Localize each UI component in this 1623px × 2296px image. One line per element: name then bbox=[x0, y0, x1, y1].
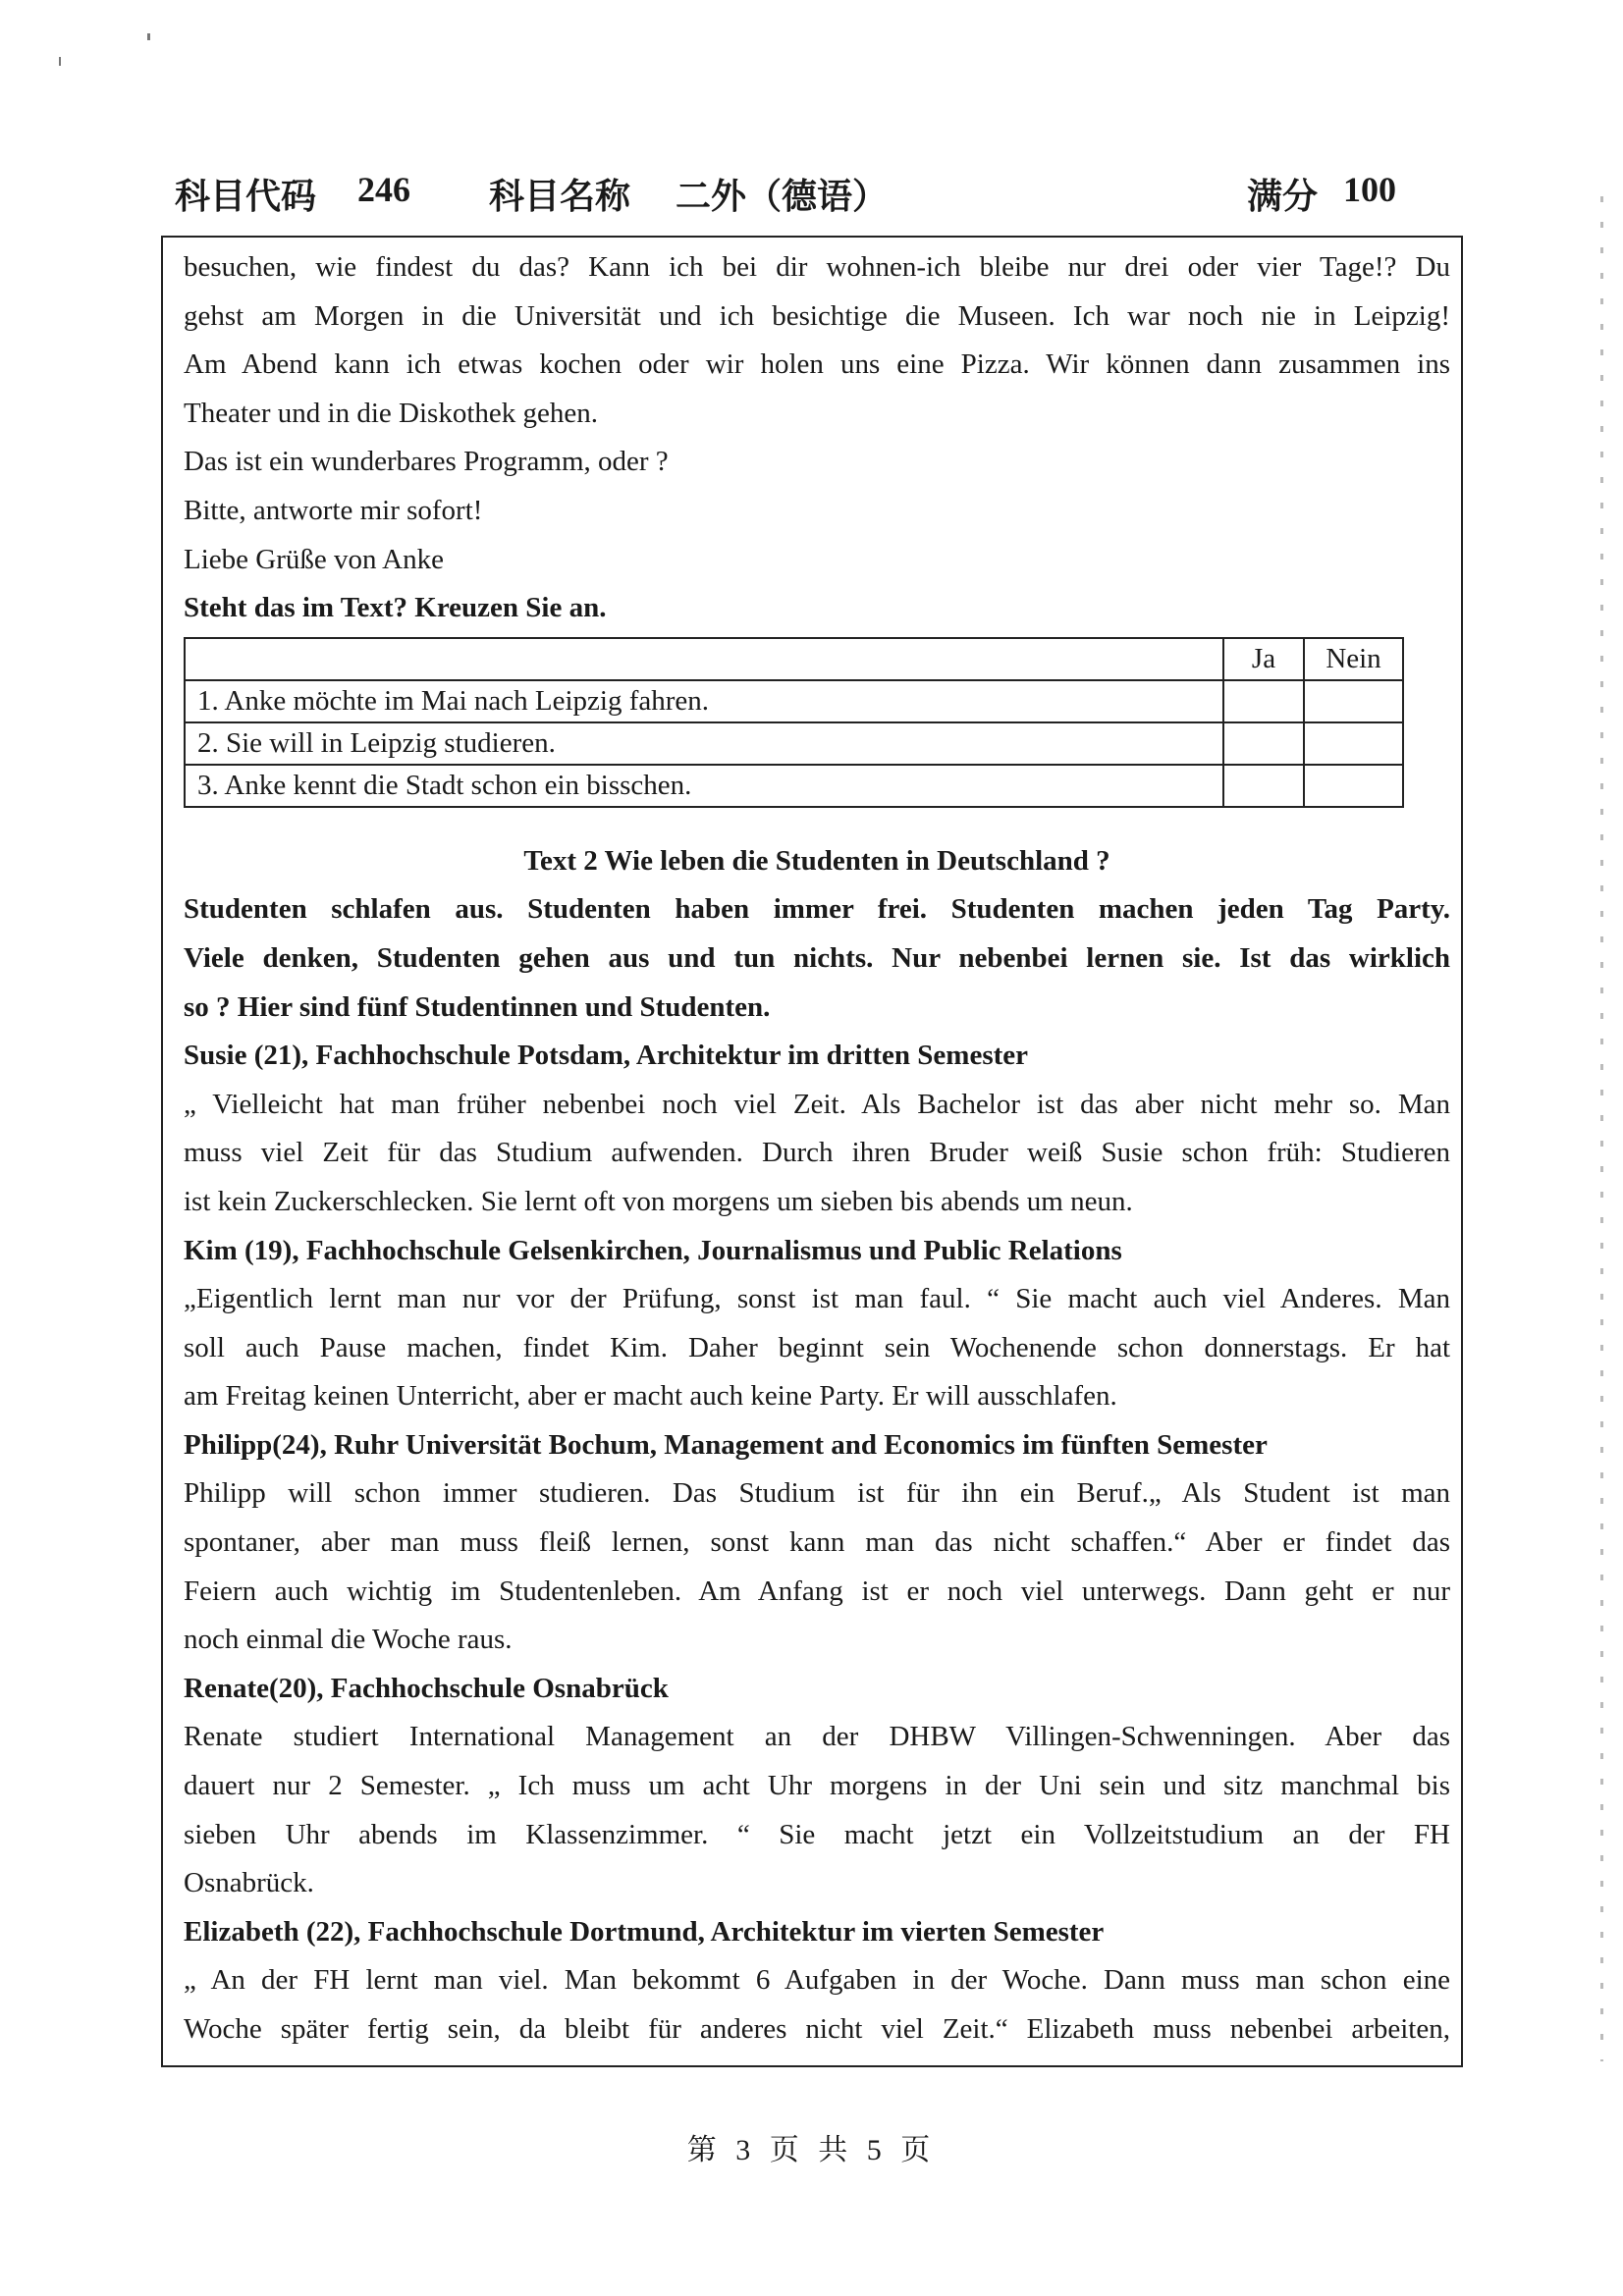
page-number: 第 3 页 共 5 页 bbox=[686, 2134, 937, 2166]
student-heading: Elizabeth (22), Fachhochschule Dortmund, Architektur im vierten Semester bbox=[184, 1915, 1105, 1948]
intro-line: Viele denken, Studenten gehen aus und tun nichts. Nur nebenbei lernen sie. Ist das wirklich bbox=[184, 941, 1450, 974]
student-heading: Kim (19), Fachhochschule Gelsenkirchen, Journalismus und Public Relations bbox=[184, 1234, 1122, 1266]
table-row bbox=[185, 765, 1403, 807]
scan-speck bbox=[147, 33, 150, 40]
subject-name: 二外（德语） bbox=[676, 177, 889, 216]
intro-line: Studenten schlafen aus. Studenten haben immer frei. Studenten machen jeden Tag Party. bbox=[184, 893, 1450, 926]
text-line: Bitte, antworte mir sofort! bbox=[184, 494, 483, 526]
scan-speck bbox=[1600, 196, 1603, 2061]
text-line: Das ist ein wunderbares Programm, oder ? bbox=[184, 446, 669, 478]
text-line: „ Vielleicht hat man früher nebenbei noch viel Zeit. Als Bachelor ist das aber nicht mehr so. Man bbox=[184, 1088, 1450, 1120]
student-heading: Renate(20), Fachhochschule Osnabrück bbox=[184, 1672, 669, 1704]
text-line: spontaner, aber man muss fleiß lernen, sonst kann man das nicht schaffen.“ Aber er findet das bbox=[184, 1526, 1450, 1559]
table-row bbox=[185, 722, 1403, 765]
letter-text bbox=[184, 243, 1450, 584]
text-line: Liebe Grüße von Anke bbox=[184, 543, 444, 575]
exam-header bbox=[175, 169, 1402, 224]
text-line: soll auch Pause machen, findet Kim. Daher beginnt sein Wochenende schon donnerstags. Er hat bbox=[184, 1331, 1450, 1363]
subject-code: 246 bbox=[357, 170, 410, 209]
nein-header: Nein bbox=[1304, 638, 1403, 680]
text-line: gehst am Morgen in die Universität und ich besichtige die Museen. Ich war noch nie in Leipzig! bbox=[184, 299, 1450, 332]
text-line: noch einmal die Woche raus. bbox=[184, 1624, 513, 1656]
text-line: Renate studiert International Management an der DHBW Villingen-Schwenningen. Aber das bbox=[184, 1721, 1450, 1753]
text-line: „ An der FH lernt man viel. Man bekommt 6 Aufgaben in der Woche. Dann muss man schon eine bbox=[184, 1964, 1450, 1997]
text-line: Am Abend kann ich etwas kochen oder wir holen uns eine Pizza. Wir können dann zusammen ins bbox=[184, 348, 1450, 381]
text-line: Philipp will schon immer studieren. Das Studium ist für ihn ein Beruf.„ Als Student ist man bbox=[184, 1477, 1450, 1510]
table-row bbox=[185, 680, 1403, 722]
table-header-row bbox=[185, 638, 1403, 680]
text-line: dauert nur 2 Semester. „ Ich muss um acht Uhr morgens in der Uni sein und sitz manchmal bis bbox=[184, 1770, 1450, 1802]
subject-code-label: 科目代码 bbox=[175, 177, 317, 216]
ja-checkbox-cell[interactable] bbox=[1223, 680, 1304, 722]
scan-speck bbox=[59, 57, 61, 66]
intro-line: so ? Hier sind fünf Studentinnen und Studenten. bbox=[184, 990, 771, 1023]
nein-checkbox-cell[interactable] bbox=[1304, 722, 1403, 765]
text-line: „Eigentlich lernt man nur vor der Prüfung, sonst ist man faul. “ Sie macht auch viel Anderes. Man bbox=[184, 1283, 1450, 1315]
text-line: ist kein Zuckerschlecken. Sie lernt oft von morgens um sieben bis abends um neun. bbox=[184, 1185, 1133, 1217]
text-line: sieben Uhr abends im Klassenzimmer. “ Sie macht jetzt ein Vollzeitstudium an der FH bbox=[184, 1818, 1450, 1850]
text-line: besuchen, wie findest du das? Kann ich bei dir wohnen-ich bleibe nur drei oder vier Tage!? Du bbox=[184, 251, 1450, 283]
statement-cell: 2. Sie will in Leipzig studieren. bbox=[185, 722, 1223, 765]
text-line: am Freitag keinen Unterricht, aber er macht auch keine Party. Er will ausschlafen. bbox=[184, 1380, 1117, 1413]
statement-cell: 3. Anke kennt die Stadt schon ein bisschen. bbox=[185, 765, 1223, 807]
text-line: Woche später fertig sein, da bleibt für anderes nicht viel Zeit.“ Elizabeth muss nebenbei arbeiten, bbox=[184, 2013, 1450, 2045]
text2-title: Text 2 Wie leben die Studenten in Deutschland ? bbox=[523, 844, 1110, 877]
text-line: Osnabrück. bbox=[184, 1867, 314, 1899]
ja-checkbox-cell[interactable] bbox=[1223, 722, 1304, 765]
exercise-instruction: Steht das im Text? Kreuzen Sie an. bbox=[184, 592, 607, 624]
text-line: Theater und in die Diskothek gehen. bbox=[184, 397, 598, 429]
text-line: Feiern auch wichtig im Studentenleben. Am Anfang ist er noch viel unterwegs. Dann geht er nur bbox=[184, 1575, 1450, 1607]
ja-checkbox-cell[interactable] bbox=[1223, 765, 1304, 807]
text-line: muss viel Zeit für das Studium aufwenden. Durch ihren Bruder weiß Susie schon früh: Studieren bbox=[184, 1137, 1450, 1169]
statement-header-cell bbox=[185, 638, 1223, 680]
score-label: 满分 bbox=[1247, 177, 1319, 216]
page-content bbox=[184, 243, 1450, 2055]
ja-header: Ja bbox=[1223, 638, 1304, 680]
nein-checkbox-cell[interactable] bbox=[1304, 680, 1403, 722]
score-value: 100 bbox=[1343, 170, 1396, 209]
student-heading: Susie (21), Fachhochschule Potsdam, Architektur im dritten Semester bbox=[184, 1040, 1029, 1072]
nein-checkbox-cell[interactable] bbox=[1304, 765, 1403, 807]
student-heading: Philipp(24), Ruhr Universität Bochum, Management and Economics im fünften Semester bbox=[184, 1428, 1268, 1461]
statement-cell: 1. Anke möchte im Mai nach Leipzig fahren. bbox=[185, 680, 1223, 722]
subject-name-label: 科目名称 bbox=[489, 177, 631, 216]
true-false-table bbox=[184, 637, 1404, 808]
